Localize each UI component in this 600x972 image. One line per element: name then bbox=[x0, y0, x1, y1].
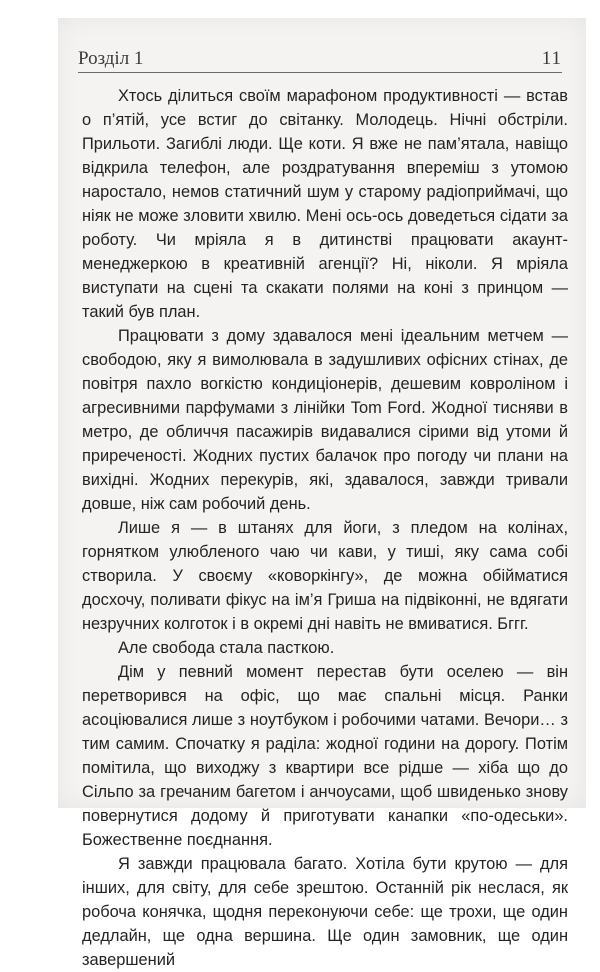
paragraph: Хтось ділиться своїм марафоном продуктивності — встав о п’ятій, усе встиг до світанку. Молодець. Нічні обстріли. Прильоти. Загиблі люди. Ще коти. Я вже не пам’ятала, навіщо відкрила телефон, але роздратування впереміш з утомою наростало, немов статичний шум у старому радіоприймачі, що ніяк не може зловити хвилю. Мені ось-ось доведеться сідати за роботу. Чи мріяла я в дитинстві працювати акаунт-менеджеркою в креативній агенції? Ні, ніколи. Я мріяла виступати на сцені та скакати полями на коні з принцом — такий був план. bbox=[82, 87, 568, 321]
body-text bbox=[82, 84, 568, 972]
chapter-title: Розділ 1 bbox=[78, 48, 144, 69]
running-header bbox=[78, 42, 562, 73]
book-page bbox=[58, 18, 586, 969]
paragraph: Дім у певний момент перестав бути оселею — він перетворився на офіс, що має спальні місця. Ранки асоціювалися лише з ноутбуком і робочими чатами. Вечори… з тим самим. Спочатку я раділа: жодної години на дорогу. Потім помітила, що виходжу з квартири все рідше — хіба що до Сільпо за гречаним багетом і анчоусами, щоб швиденько знову повернутися додому й приготувати канапки «по-одеськи». Божественне поєднання. bbox=[82, 663, 568, 849]
paragraph: Працювати з дому здавалося мені ідеальним метчем — свободою, яку я вимолювала в задушливих офісних стінах, де повітря пахло вогкістю кондиціонерів, дешевим ковроліном і агресивними парфумами з лінійки Tom Ford. Жодної тисняви в метро, де обличчя пасажирів видавалися сірими від утоми й приреченості. Жодних пустих балачок про погоду чи плани на вихідні. Жодних перекурів, які, здавалося, завжди тривали довше, ніж сам робочий день. bbox=[82, 327, 568, 513]
page-number: 11 bbox=[541, 48, 562, 69]
paragraph: Лише я — в штанях для йоги, з пледом на колінах, горнятком улюбленого чаю чи кави, у тиші, яку сама собі створила. У своєму «коворкінгу», де можна обійматися досхочу, поливати фікус на ім’я Гриша на підвіконні, не вдягати незручних колготок і в окремі дні навіть не вмиватися. Бггг. bbox=[82, 519, 568, 633]
paragraph: Але свобода стала пасткою. bbox=[118, 639, 335, 657]
paragraph: Я завжди працювала багато. Хотіла бути крутою — для інших, для світу, для себе зрештою. Останній рік неслася, як робоча конячка, щодня переконуючи себе: ще трохи, ще один дедлайн, ще одна вершина. Ще один замовник, ще один завершений bbox=[82, 855, 568, 969]
